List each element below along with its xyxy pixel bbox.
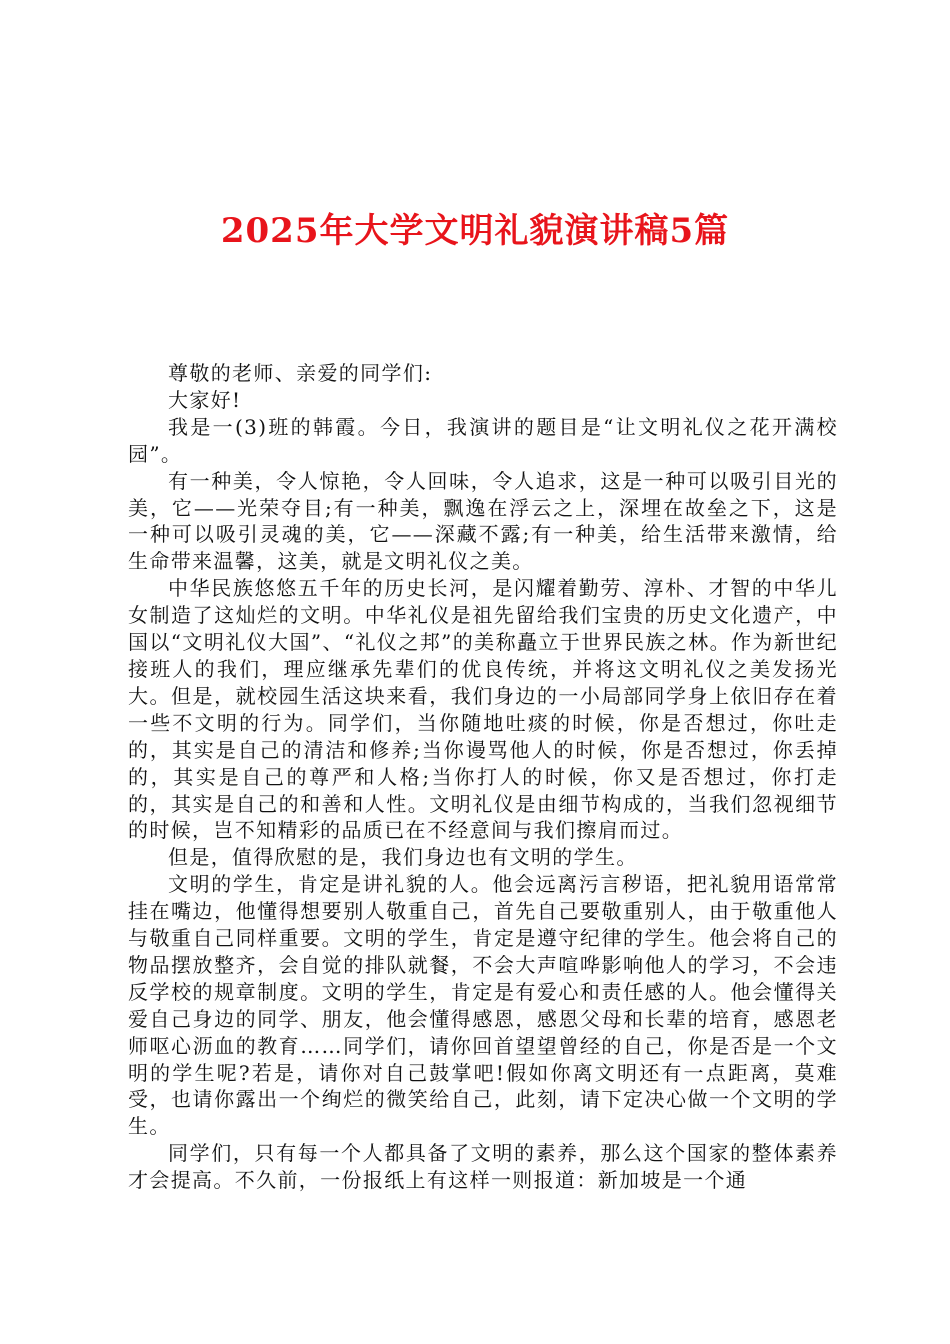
document-title: 2025年大学文明礼貌演讲稿5篇 bbox=[220, 211, 730, 251]
paragraph: 有一种美，令人惊艳，令人回味，令人追求，这是一种可以吸引目光的美，它——光荣夺目;有一种美，飘逸在浮云之上，深埋在故垒之下，这是一种可以吸引灵魂的美，它——深藏不露;有一种美，给生活带来激情，给生命带来温馨，这美，就是文明礼仪之美。 bbox=[128, 468, 838, 574]
paragraph: 中华民族悠悠五千年的历史长河，是闪耀着勤劳、淳朴、才智的中华儿女制造了这灿烂的文明。中华礼仪是祖先留给我们宝贵的历史文化遗产，中国以“文明礼仪大国”、“礼仪之邦”的美称矗立于世界民族之林。作为新世纪接班人的我们，理应继承先辈们的优良传统，并将这文明礼仪之美发扬光大。但是，就校园生活这块来看，我们身边的一小局部同学身上依旧存在着一些不文明的行为。同学们，当你随地吐痰的时候，你是否想过，你吐走的，其实是自己的清洁和修养;当你谩骂他人的时候，你是否想过，你丢掉的，其实是自己的尊严和人格;当你打人的时候，你又是否想过，你打走的，其实是自己的和善和人性。文明礼仪是由细节构成的，当我们忽视细节的时候，岂不知精彩的品质已在不经意间与我们擦肩而过。 bbox=[128, 576, 838, 843]
paragraph: 但是，值得欣慰的是，我们身边也有文明的学生。 bbox=[168, 845, 638, 870]
paragraph-salutation: 尊敬的老师、亲爱的同学们: bbox=[168, 361, 433, 385]
paragraph-intro: 我是一(3)班的韩霞。今日，我演讲的题目是“让文明礼仪之花开满校园”。 bbox=[128, 414, 838, 466]
paragraph: 同学们，只有每一个人都具备了文明的素养，那么这个国家的整体素养才会提高。不久前，一份报纸上有这样一则报道：新加坡是一个通 bbox=[128, 1141, 838, 1193]
document-body bbox=[128, 360, 838, 1194]
paragraph: 文明的学生，肯定是讲礼貌的人。他会远离污言秽语，把礼貌用语常常挂在嘴边，他懂得想要别人敬重自己，首先自己要敬重别人，由于敬重他人与敬重自己同样重要。文明的学生，肯定是遵守纪律的学生。他会将自己的物品摆放整齐，会自觉的排队就餐，不会大声喧哗影响他人的学习，不会违反学校的规章制度。文明的学生，肯定是有爱心和责任感的人。他会懂得关爱自己身边的同学、朋友，他会懂得感恩，感恩父母和长辈的培育，感恩老师呕心沥血的教育……同学们，请你回首望望曾经的自己，你是否是一个文明的学生呢?若是，请你对自己鼓掌吧!假如你离文明还有一点距离，莫难受，也请你露出一个绚烂的微笑给自己，此刻，请下定决心做一个文明的学生。 bbox=[128, 872, 838, 1139]
paragraph-greeting: 大家好! bbox=[168, 387, 242, 412]
